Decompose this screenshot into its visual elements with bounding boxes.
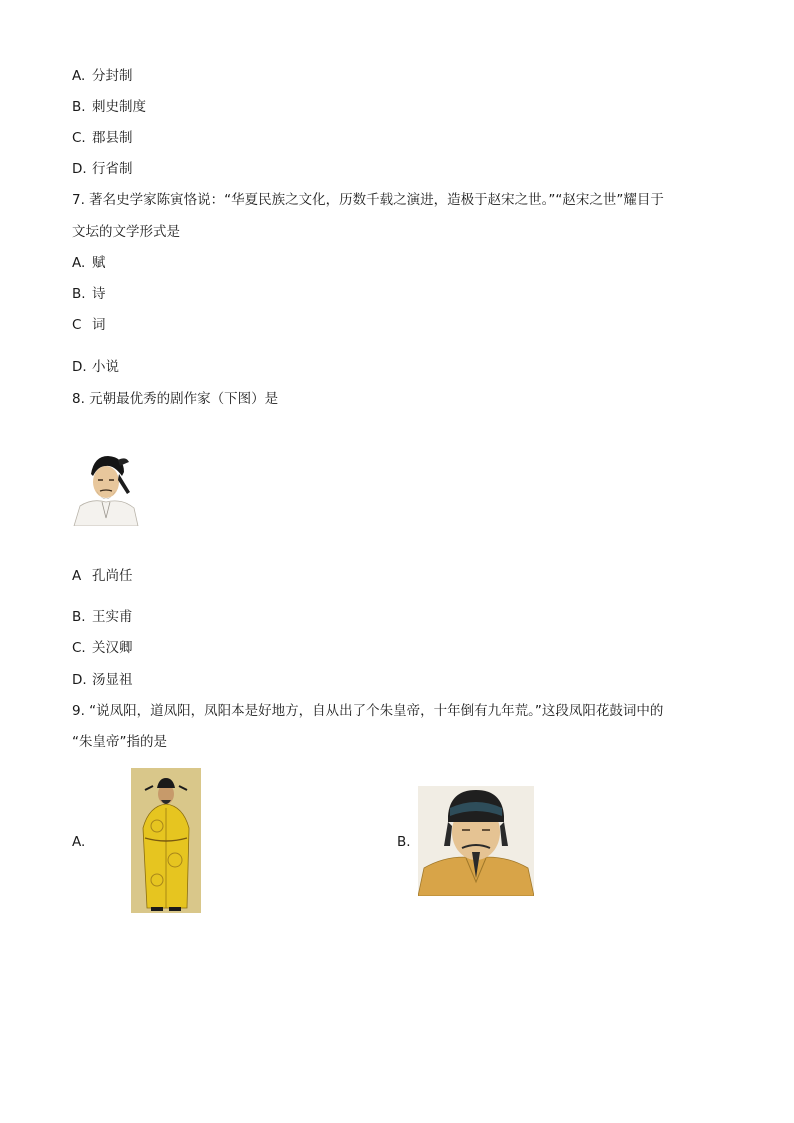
q8-option-a[interactable] [72, 567, 133, 585]
q8-portrait-image [72, 452, 140, 526]
q8-option-c[interactable] [72, 639, 133, 657]
option-text: 词 [92, 317, 106, 333]
khan-portrait-icon [418, 786, 534, 896]
option-letter: C [72, 317, 82, 333]
option-letter: D. [72, 161, 87, 177]
option-text: 孔尚任 [92, 568, 133, 584]
q8-option-b[interactable] [72, 608, 133, 626]
option-letter: B. [72, 609, 86, 625]
emperor-in-yellow-robe-icon [131, 768, 201, 913]
q9-stem-line2: “朱皇帝”指的是 [72, 734, 167, 750]
q7-option-d[interactable] [72, 358, 119, 376]
option-text: 小说 [92, 359, 119, 375]
q7-option-c[interactable] [72, 316, 106, 334]
q6-option-a[interactable] [72, 67, 133, 85]
option-text: 刺史制度 [92, 99, 146, 115]
option-text: 关汉卿 [92, 640, 133, 656]
q9-portrait-b-image[interactable] [418, 786, 534, 896]
q6-option-d[interactable] [72, 160, 133, 178]
option-letter: C. [72, 130, 86, 146]
option-letter: A. [72, 834, 86, 850]
scholar-portrait-icon [72, 452, 140, 526]
q9-option-a[interactable] [72, 833, 85, 851]
q8-option-d[interactable] [72, 671, 133, 689]
option-text: 郡县制 [92, 130, 133, 146]
option-letter: A [72, 568, 82, 584]
q7-stem-line2: 文坛的文学形式是 [72, 224, 180, 240]
option-letter: C. [72, 640, 86, 656]
option-text: 诗 [92, 286, 106, 302]
option-letter: A. [72, 68, 86, 84]
option-text: 赋 [92, 255, 106, 271]
q7-stem-line1: 7. 著名史学家陈寅恪说：“华夏民族之文化，历数千载之演进，造极于赵宋之世。”“赵宋之世”耀目于 [72, 192, 664, 208]
option-letter: D. [72, 359, 87, 375]
q6-option-c[interactable] [72, 129, 133, 147]
q8-stem: 8. 元朝最优秀的剧作家（下图）是 [72, 391, 279, 407]
option-letter: B. [72, 99, 86, 115]
option-text: 行省制 [92, 161, 133, 177]
q9-portrait-a-image[interactable] [131, 768, 201, 913]
option-text: 分封制 [92, 68, 133, 84]
option-text: 王实甫 [92, 609, 133, 625]
option-letter: D. [72, 672, 87, 688]
q7-option-a[interactable] [72, 254, 106, 272]
option-letter: A. [72, 255, 86, 271]
q9-stem-line1: 9. “说凤阳，道凤阳，凤阳本是好地方，自从出了个朱皇帝，十年倒有九年荒。”这段凤阳花鼓词中的 [72, 703, 664, 719]
q9-option-b[interactable] [397, 833, 411, 851]
q6-option-b[interactable] [72, 98, 146, 116]
q7-option-b[interactable] [72, 285, 106, 303]
option-letter: B. [397, 834, 411, 850]
option-letter: B. [72, 286, 86, 302]
option-text: 汤显祖 [92, 672, 133, 688]
